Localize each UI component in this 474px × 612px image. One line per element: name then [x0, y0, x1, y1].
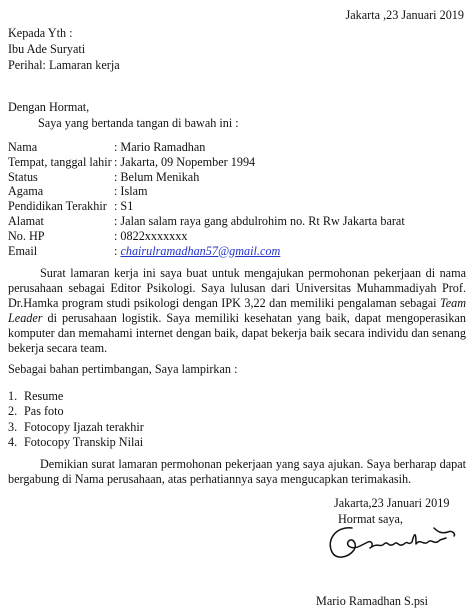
field-label: Alamat — [8, 213, 44, 228]
signer-name: Mario Ramadhan S.psi — [316, 594, 429, 608]
handwritten-signature — [322, 520, 462, 570]
data-row — [8, 214, 405, 229]
field-value: : 0822xxxxxxx — [114, 228, 188, 243]
paragraph-text: Demikian surat lamaran permohonan pekerjaan yang saya ajukan. Saya berharap dapat bergabung di Nama perusahaan, atas perhatiannya saya mengucapkan terimakasih. — [8, 457, 466, 486]
field-value: : Belum Menikah — [114, 169, 200, 184]
field-label: Email — [8, 243, 38, 258]
list-item — [8, 435, 144, 450]
field-value: : Islam — [114, 184, 148, 199]
list-item — [8, 389, 144, 404]
attachment-list — [8, 389, 144, 451]
list-number: 2. — [8, 404, 18, 419]
data-row — [8, 244, 405, 259]
list-text: Pas foto — [24, 404, 64, 419]
field-label: Agama — [8, 184, 44, 199]
field-label: Status — [8, 169, 38, 184]
paragraph-text: di perusahaan logistik. Saya memiliki kesehatan yang baik, dapat mengoperasikan komputer dan memahami internet dengan baik, dapat bekerja baik secara individu dan senang bekerja secara team. — [8, 311, 466, 355]
list-item — [8, 420, 144, 435]
field-value — [114, 244, 280, 259]
data-row — [8, 170, 405, 185]
list-number: 1. — [8, 389, 18, 403]
greeting-block — [8, 100, 239, 131]
personal-data-table — [8, 140, 405, 258]
list-number: 4. — [8, 435, 18, 450]
recipient-line: Kepada Yth : — [8, 26, 73, 40]
subject-line: Perihal: Lamaran kerja — [8, 58, 120, 72]
list-text: Fotocopy Ijazah terakhir — [24, 419, 144, 434]
field-value: : S1 — [114, 199, 134, 214]
list-item — [8, 404, 144, 419]
data-row — [8, 184, 405, 199]
data-row — [8, 140, 405, 155]
recipient-name: Ibu Ade Suryati — [8, 42, 86, 56]
attachments-intro: Sebagai bahan pertimbangan, Saya lampirkan : — [8, 362, 238, 376]
closing-regards: Hormat saya, — [338, 512, 403, 526]
field-label: No. HP — [8, 228, 45, 243]
italic-term: Team Leader — [8, 296, 466, 325]
greeting: Dengan Hormat, — [8, 100, 90, 114]
data-row — [8, 229, 405, 244]
paragraph-text: Surat lamaran kerja ini saya buat untuk mengajukan permohonan pekerjaan di nama perusahaan sebagai Editor Psikologi. Saya lulusan dari Universitas Muhammadiyah Prof. Dr.Hamka program studi psikologi dengan IPK 3,22 dan memiliki pengalaman sebagai — [8, 266, 466, 310]
list-text: Fotocopy Transkip Nilai — [24, 435, 144, 450]
field-label: Tempat, tanggal lahir — [8, 154, 112, 169]
field-value: : Mario Ramadhan — [114, 140, 206, 154]
field-value: : Jakarta, 09 Nopember 1994 — [114, 154, 256, 169]
field-label: Pendidikan Terakhir — [8, 199, 107, 214]
email-link[interactable]: chairulramadhan57@gmail.com — [120, 243, 281, 258]
data-row — [8, 199, 405, 214]
data-row — [8, 155, 405, 170]
closing-paragraph — [8, 457, 466, 487]
field-label: Nama — [8, 140, 38, 154]
closing-date: Jakarta,23 Januari 2019 — [334, 496, 450, 510]
recipient-block — [8, 26, 120, 74]
letter-date: Jakarta ,23 Januari 2019 — [345, 8, 464, 22]
email-colon: : — [114, 243, 118, 258]
body-paragraph-1 — [8, 266, 466, 356]
intro-line: Saya yang bertanda tangan di bawah ini : — [38, 116, 239, 130]
list-text: Resume — [24, 389, 64, 403]
list-number: 3. — [8, 419, 18, 434]
field-value: : Jalan salam raya gang abdulrohim no. Rt Rw Jakarta barat — [114, 213, 405, 228]
